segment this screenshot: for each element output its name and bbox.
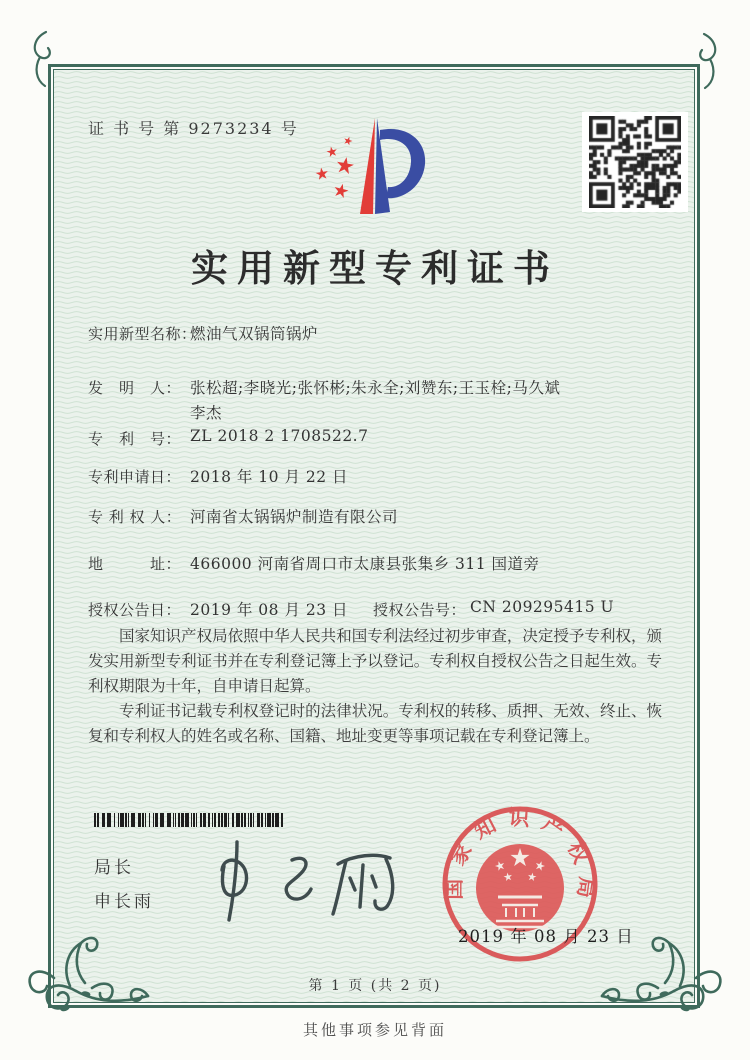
field-value-grant-date: 2019 年 08 月 23 日 xyxy=(190,601,349,619)
field-label-grant-date: 授权公告日： xyxy=(88,601,182,619)
corner-flourish-top-left xyxy=(24,28,64,90)
corner-flourish-top-right xyxy=(686,30,726,92)
field-label-filing-date: 专利申请日： xyxy=(88,468,182,486)
seal-grant-date: 2019 年 08 月 23 日 xyxy=(458,927,634,946)
field-value-filing-date: 2018 年 10 月 22 日 xyxy=(190,468,349,486)
field-value-inventors-line2: 李杰 xyxy=(190,404,223,422)
field-label-name: 实用新型名称： xyxy=(88,325,197,343)
qr-code xyxy=(582,112,688,212)
corner-flourish-bottom-left xyxy=(18,934,150,1022)
field-value-grant-no: CN 209295415 U xyxy=(470,598,615,616)
legal-paragraph-1: 国家知识产权局依照中华人民共和国专利法经过初步审查，决定授予专利权，颁发实用新型专利证书并在专利登记簿上予以登记。专利权自授权公告之日起生效。专利权期限为十年，自申请日起算。 xyxy=(88,627,662,695)
director-signature xyxy=(200,834,420,929)
certificate-number: 证 书 号 第 9273234 号 xyxy=(88,119,299,138)
barcode xyxy=(94,813,288,827)
reverse-side-note: 其他事项参见背面 xyxy=(302,1021,447,1039)
field-label-grant-no: 授权公告号： xyxy=(373,601,467,619)
director-title: 局长 xyxy=(94,858,134,878)
legal-paragraph-2: 专利证书记载专利权登记时的法律状况。专利权的转移、质押、无效、终止、恢复和专利权人的姓名或名称、国籍、地址变更等事项记载在专利登记簿上。 xyxy=(88,702,662,745)
field-label-address: 地 址： xyxy=(88,555,182,573)
corner-flourish-bottom-right xyxy=(600,934,732,1022)
field-label-inventors: 发 明 人： xyxy=(88,379,182,397)
field-label-patentee: 专 利 权 人： xyxy=(88,508,182,526)
field-value-patentee: 河南省太锅锅炉制造有限公司 xyxy=(190,508,399,526)
field-value-name: 燃油气双锅筒锅炉 xyxy=(190,325,319,343)
logo-cone-red xyxy=(360,118,375,214)
logo-p-bowl xyxy=(380,129,425,198)
field-value-patent-no: ZL 2018 2 1708522.7 xyxy=(190,427,369,445)
field-value-inventors: 张松超;李晓光;张怀彬;朱永全;刘赞东;王玉栓;马久斌 xyxy=(190,379,561,397)
field-value-address: 466000 河南省周口市太康县张集乡 311 国道旁 xyxy=(190,555,540,573)
logo-stars xyxy=(315,135,355,198)
field-label-patent-no: 专 利 号： xyxy=(88,430,182,448)
legal-text-block xyxy=(88,624,662,749)
qr-code-image xyxy=(589,116,681,208)
cnipa-patent-logo xyxy=(296,110,464,234)
certificate-title: 实用新型专利证书 xyxy=(191,246,559,290)
page-number: 第 1 页 (共 2 页) xyxy=(308,978,442,994)
seal-agency-text: 国家知识产权局 xyxy=(440,804,601,911)
director-name: 申长雨 xyxy=(94,892,154,912)
